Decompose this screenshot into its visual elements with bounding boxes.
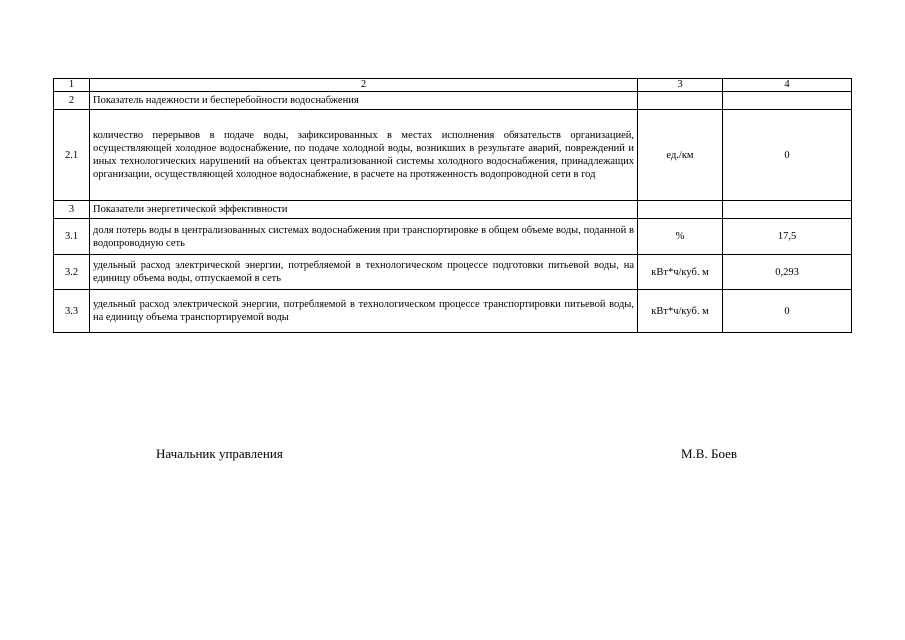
table-row xyxy=(54,92,852,110)
header-cell-3: 3 xyxy=(638,79,723,92)
row-description: Показатель надежности и бесперебойности водоснабжения xyxy=(90,92,638,110)
table-row xyxy=(54,219,852,255)
row-description: доля потерь воды в централизованных системах водоснабжения при транспортировке в общем объеме воды, поданной в водопроводную сеть xyxy=(90,219,638,255)
header-cell-2: 2 xyxy=(90,79,638,92)
indicators-table xyxy=(53,78,852,333)
row-unit: % xyxy=(638,219,723,255)
table-row xyxy=(54,110,852,201)
row-value: 0 xyxy=(723,110,852,201)
row-number: 3.1 xyxy=(54,219,90,255)
row-value: 0 xyxy=(723,290,852,333)
row-number: 3.2 xyxy=(54,255,90,290)
table-row xyxy=(54,255,852,290)
row-unit xyxy=(638,201,723,219)
row-description: количество перерывов в подаче воды, зафиксированных в местах исполнения обязательств организацией, осуществляющей холодное водоснабжение, по подаче холодной воды, возникших в результате аварий, повреждений и иных технологических нарушений на объектах централизованной системы холодного водоснабжения, принадлежащих организации, осуществляющей холодное водоснабжение, в расчете на протяженность водопроводной сети в год xyxy=(90,110,638,201)
row-unit: ед./км xyxy=(638,110,723,201)
signature-name: М.В. Боев xyxy=(681,446,738,461)
row-description: Показатели энергетической эффективности xyxy=(90,201,638,219)
header-cell-1: 1 xyxy=(54,79,90,92)
row-unit xyxy=(638,92,723,110)
table-row xyxy=(54,201,852,219)
row-description: удельный расход электрической энергии, потребляемой в технологическом процессе подготовки питьевой воды, на единицу объема воды, отпускаемой в сеть xyxy=(90,255,638,290)
row-unit: кВт*ч/куб. м xyxy=(638,255,723,290)
row-unit: кВт*ч/куб. м xyxy=(638,290,723,333)
row-number: 2.1 xyxy=(54,110,90,201)
signature-title: Начальник управления xyxy=(156,446,283,461)
row-value: 0,293 xyxy=(723,255,852,290)
header-cell-4: 4 xyxy=(723,79,852,92)
table-row xyxy=(54,290,852,333)
row-value xyxy=(723,201,852,219)
table-header-row xyxy=(54,79,852,92)
row-number: 2 xyxy=(54,92,90,110)
row-value xyxy=(723,92,852,110)
row-description: удельный расход электрической энергии, потребляемой в технологическом процессе транспортировки питьевой воды, на единицу объема транспортируемой воды xyxy=(90,290,638,333)
row-value: 17,5 xyxy=(723,219,852,255)
row-number: 3.3 xyxy=(54,290,90,333)
row-number: 3 xyxy=(54,201,90,219)
